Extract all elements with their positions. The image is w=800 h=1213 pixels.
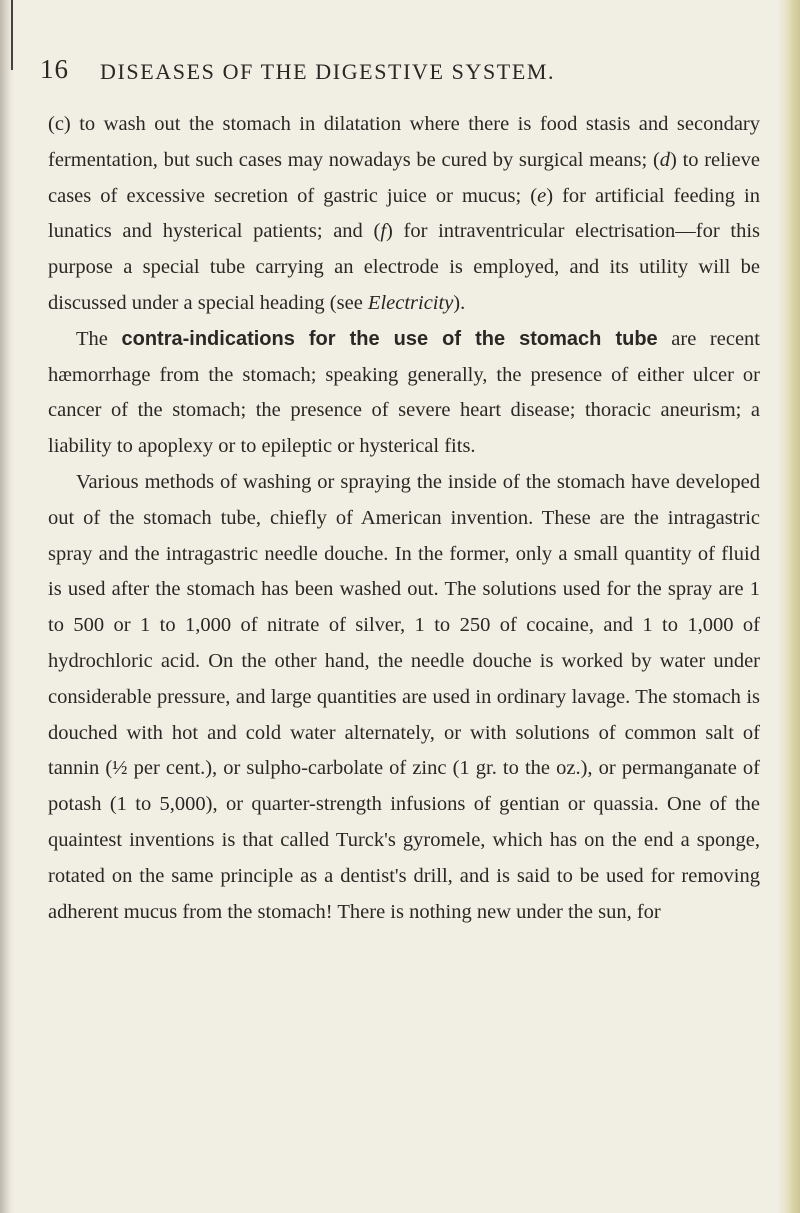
text-run: ) to relieve cases of excessive secretion of gastric juice or mucus; ( xyxy=(48,148,760,207)
page-body xyxy=(48,107,760,930)
text-run: (c) to wash out the stomach in dilatation where there is food stasis and secondary fermentation, but such cases may nowadays be cured by surgical means; ( xyxy=(48,113,760,171)
text-run: ) for intraventricular electrisation—for this purpose a special tube carrying an electrode is employed, and its utility will be discussed under a special heading (see xyxy=(48,220,760,314)
page-header xyxy=(40,54,740,94)
page-binding-shadow xyxy=(0,0,14,1213)
page-number: 16 xyxy=(40,54,69,84)
paragraph-intragastric-methods: Various methods of washing or spraying the inside of the stomach have developed out of the stomach tube, chiefly of American invention. These are the intragastric spray and the intragastric needle douche. In the former, only a small quantity of fluid is used after the stomach has been washed out. The solutions used for the spray are 1 to 500 or 1 to 1,000 of nitrate of silver, 1 to 250 of cocaine, and 1 to 1,000 of hydrochloric acid. On the other hand, the needle douche is worked by water under considerable pressure, and large quantities are used in ordinary lavage. The stomach is douched with hot and cold water alternately, or with solutions of common salt of tannin (½ per cent.), or sulpho-carbolate of zinc (1 gr. to the oz.), or permanganate of potash (1 to 5,000), or quarter-strength infusions of gentian or quassia. One of the quaintest inventions is that called Turck's gyromele, which has on the end a sponge, rotated on the same principle as a dentist's drill, and is said to be used for removing adherent mucus from the stomach! There is nothing new under the sun, for xyxy=(48,470,760,923)
bold-heading-contra-indications: contra-indications for the use of the stomach tube xyxy=(121,327,658,350)
text-run: The xyxy=(76,327,122,350)
italic-letter: f xyxy=(380,220,387,243)
text-run: ). xyxy=(453,291,466,314)
text-run: are recent hæmorrhage from the stomach; speaking generally, the presence of either ulcer or cancer of the stomach; the presence of severe heart disease; thoracic aneurism; a liability to apoplexy or to epileptic or hysterical fits. xyxy=(48,327,761,458)
text-run: ) for artificial feeding in lunatics and hysterical patients; and ( xyxy=(48,184,760,243)
running-head: DISEASES OF THE DIGESTIVE SYSTEM. xyxy=(100,59,556,84)
italic-cross-reference: Electricity xyxy=(367,291,454,314)
page-edge-discoloration xyxy=(778,0,800,1213)
italic-letter: d xyxy=(659,148,671,171)
paragraph-contra-indications xyxy=(48,322,760,465)
paragraph-indications-continued xyxy=(48,107,760,322)
binding-mark xyxy=(11,0,13,70)
italic-letter: e xyxy=(537,184,547,207)
